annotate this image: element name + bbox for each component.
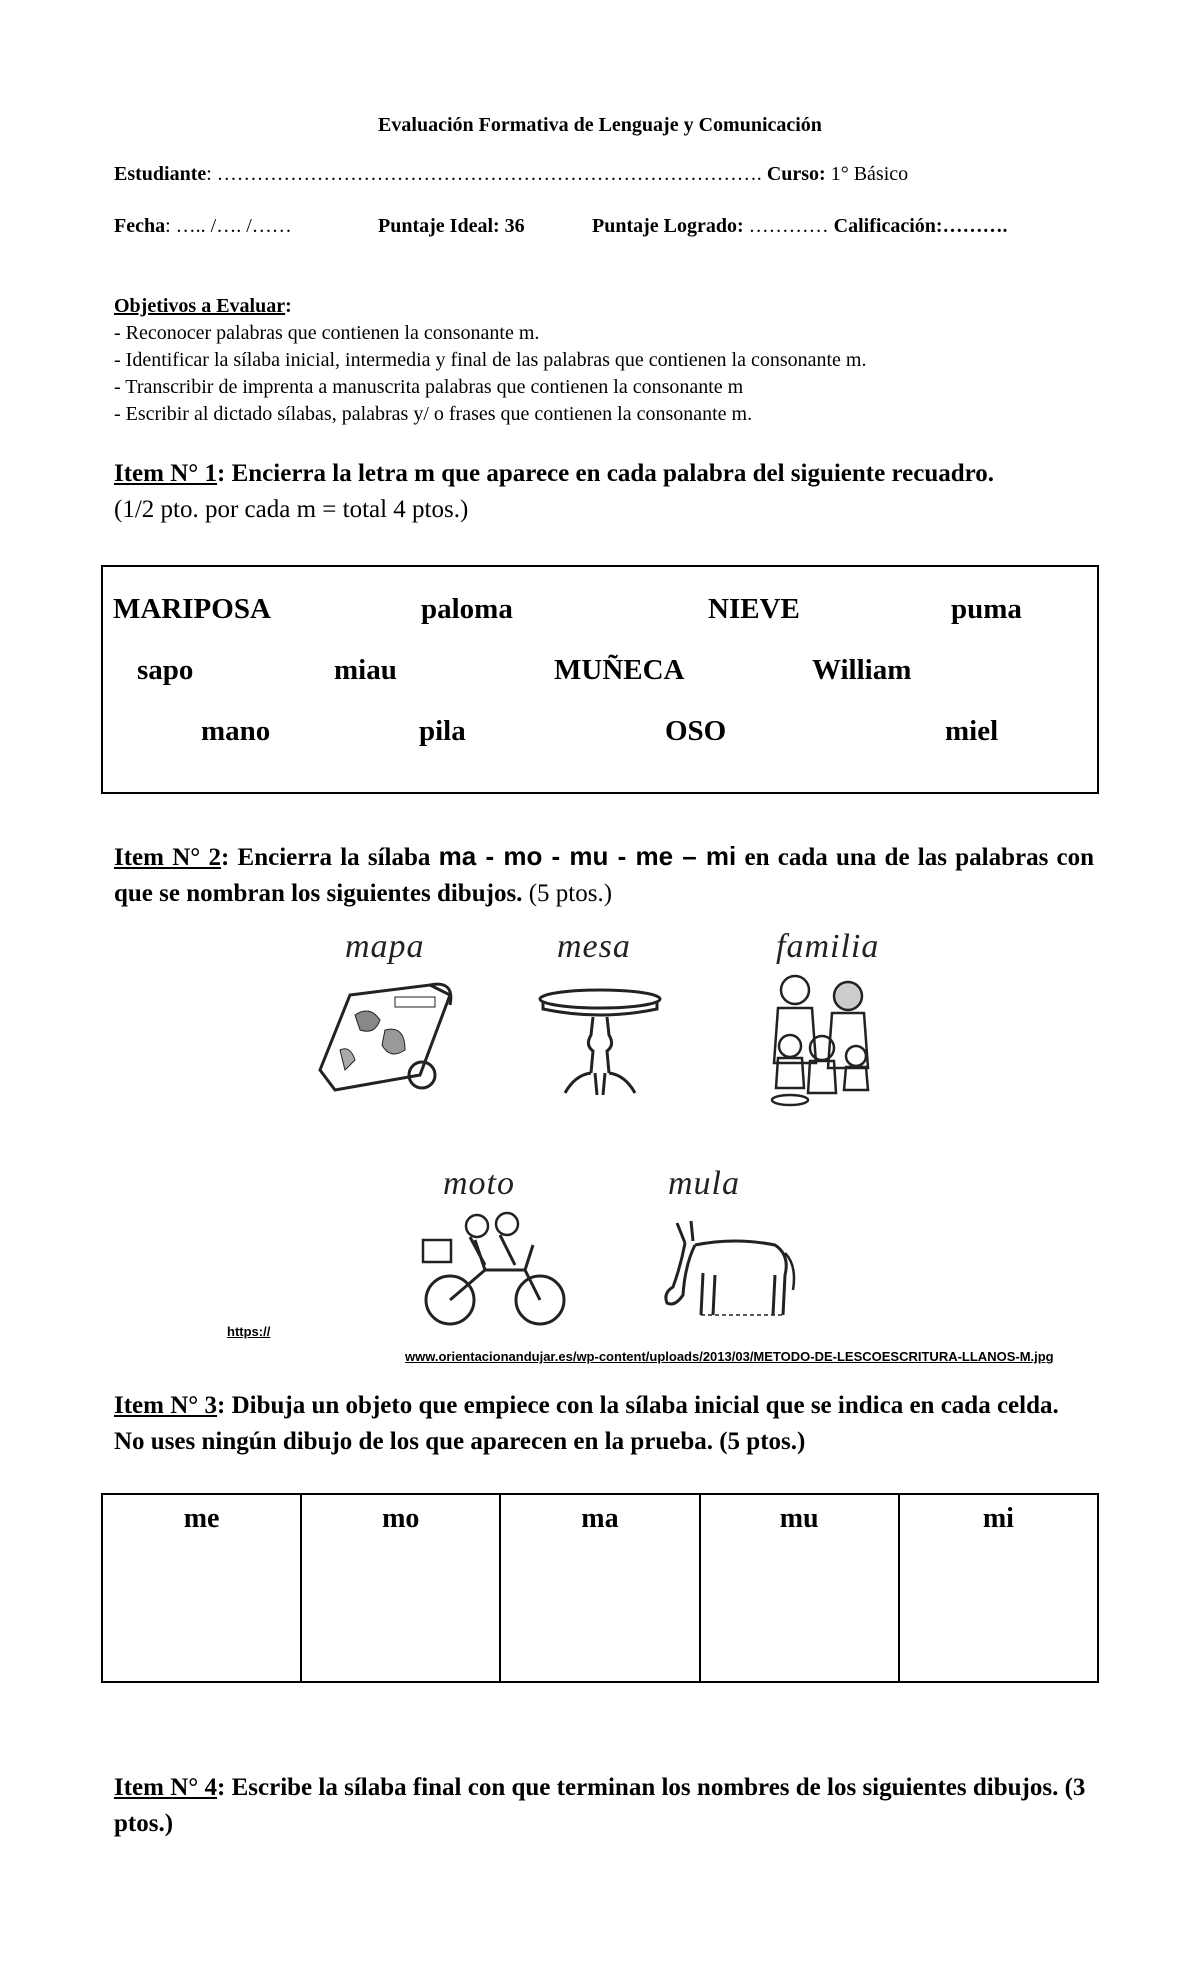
objectives: Objetivos a Evaluar: - Reconocer palabras que contienen la consonante m. - Identificar la sílaba inicial, intermedia y final de las palabras que contienen la consonante m. - Transcribir de imprenta a manuscrita palabras que contienen la consonante m - Escribir al dictado sílabas, palabras y/ o frases que contienen la consonante m. (114, 293, 866, 428)
item3-label: Item N° 3 (114, 1392, 218, 1419)
word[interactable]: puma (951, 593, 1022, 625)
achieved-field[interactable]: ………… (748, 215, 829, 237)
item4-instruction: : Escribe la sílaba final con que terminan los nombres de los siguientes dibujos. (3 ptos.) (114, 1774, 1086, 1837)
objective-item: - Escribir al dictado sílabas, palabras y/ o frases que contienen la consonante m. (114, 403, 753, 425)
achieved-score (592, 215, 1008, 238)
word[interactable]: MUÑECA (554, 654, 685, 686)
course-label: Curso: (766, 163, 826, 185)
item4-heading (114, 1770, 1094, 1842)
motorcycle-illustration (415, 1210, 570, 1330)
date-line (114, 215, 292, 238)
objective-item: - Identificar la sílaba inicial, intermedia y final de las palabras que contienen la consonante m. (114, 349, 867, 371)
achieved-label: Puntaje Logrado: (592, 215, 744, 237)
word[interactable]: OSO (665, 715, 727, 747)
item3-drawing-table (101, 1493, 1099, 1683)
word[interactable]: mano (201, 715, 271, 747)
item1-word-box (101, 565, 1099, 794)
word[interactable]: MARIPOSA (113, 593, 271, 625)
student-line (114, 163, 908, 186)
word[interactable]: sapo (137, 654, 194, 686)
objective-item: - Reconocer palabras que contienen la consonante m. (114, 322, 540, 344)
drawing-cell[interactable]: mo (301, 1494, 500, 1682)
item3-instruction: : Dibuja un objeto que empiece con la sílaba inicial que se indica en cada celda. No uses ningún dibujo de los que aparecen en la prueba. (5 ptos.) (114, 1392, 1059, 1455)
ideal-score: Puntaje Ideal: 36 (378, 215, 525, 237)
item1-points: (1/2 pto. por cada m = total 4 ptos.) (114, 496, 469, 523)
drawing-cell[interactable]: ma (500, 1494, 699, 1682)
word[interactable]: pila (419, 715, 466, 747)
source-link-prefix[interactable]: https:// (227, 1324, 271, 1339)
student-label: Estudiante (114, 163, 207, 185)
item2-instruction-c: palabras con que se nombran los siguientes dibujos. (114, 844, 1095, 907)
word[interactable]: NIEVE (708, 593, 800, 625)
drawing-cell[interactable]: mi (899, 1494, 1098, 1682)
course-value: 1° Básico (830, 163, 909, 185)
picture-caption-mapa: mapa (345, 928, 425, 965)
map-illustration (310, 975, 460, 1100)
item2-instruction-b: en cada una de las (744, 844, 947, 871)
objective-item: - Transcribir de imprenta a manuscrita palabras que contienen la consonante m (114, 376, 744, 398)
picture-caption-moto: moto (443, 1165, 515, 1202)
item2-syllables: ma - mo - mu - me – mi (438, 841, 737, 871)
date-label: Fecha (114, 215, 166, 237)
word[interactable]: miel (945, 715, 999, 747)
source-link[interactable]: www.orientacionandujar.es/wp-content/uploads/2013/03/METODO-DE-LESCOESCRITURA-LLANOS-M.jpg (405, 1349, 1054, 1364)
word[interactable]: William (812, 654, 912, 686)
word[interactable]: miau (334, 654, 397, 686)
date-field[interactable]: : ….. /…. /…… (165, 215, 292, 237)
picture-caption-familia: familia (776, 928, 880, 965)
item1-heading (114, 456, 1094, 528)
drawing-cell[interactable]: mu (700, 1494, 899, 1682)
drawing-cell[interactable]: me (102, 1494, 301, 1682)
item2-heading (114, 838, 1094, 912)
student-field[interactable]: : ………………………………………………………………………. (206, 163, 762, 185)
page-title: Evaluación Formativa de Lenguaje y Comunicación (378, 114, 822, 136)
picture-caption-mesa: mesa (557, 928, 631, 965)
picture-caption-mula: mula (668, 1165, 740, 1202)
grade-label: Calificación:………. (833, 215, 1008, 237)
item1-instruction: : Encierra la letra m que aparece en cada palabra del siguiente recuadro. (217, 460, 995, 487)
family-illustration (760, 968, 880, 1108)
table-illustration (535, 985, 665, 1100)
item4-label: Item N° 4 (114, 1774, 218, 1801)
mule-illustration (655, 1215, 805, 1325)
item3-heading (114, 1388, 1094, 1460)
item2-instruction-a: : Encierra la sílaba (221, 844, 431, 871)
word[interactable]: paloma (421, 593, 513, 625)
objectives-title: Objetivos a Evaluar (114, 295, 286, 317)
item1-label: Item N° 1 (114, 460, 218, 487)
item2-points: (5 ptos.) (528, 880, 613, 907)
item2-label: Item N° 2 (114, 844, 221, 871)
